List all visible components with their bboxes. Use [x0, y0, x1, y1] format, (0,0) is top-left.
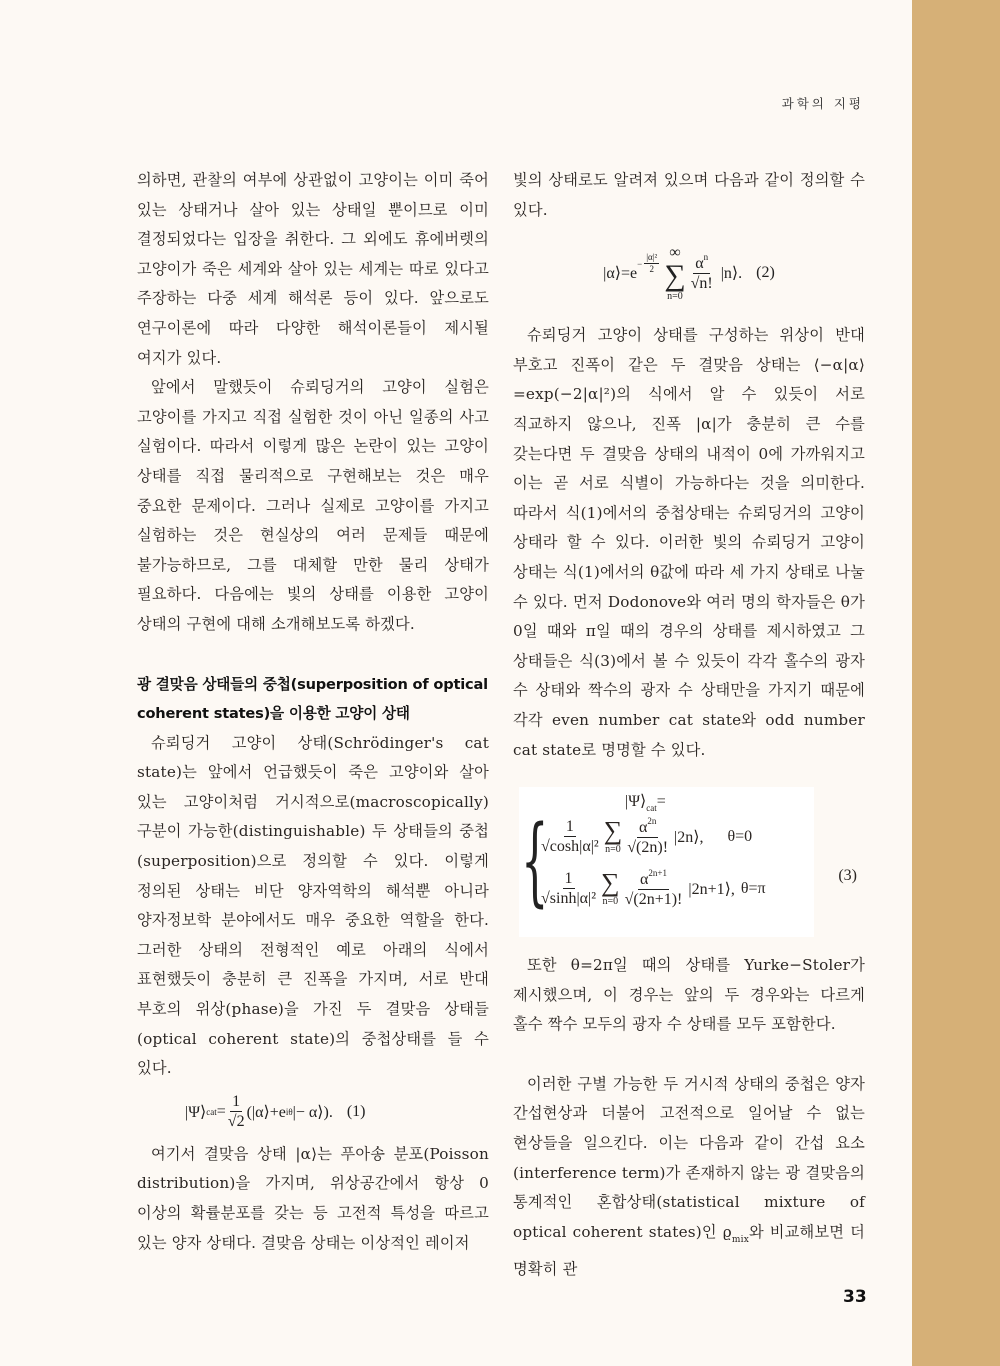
left-brace: { — [521, 805, 549, 918]
eq2-exp-frac — [644, 253, 659, 275]
eq2-sum-bottom: n=0 — [667, 291, 683, 303]
eq3-number: (3) — [838, 867, 857, 885]
paragraph: 의하면, 관찰의 여부에 상관없이 고양이는 이미 죽어 있는 상태거나 살아 있는 상태일 뿐이므로 이미 결정되었다는 입장을 취한다. 그 외에도 휴에버렛의 고양이가 죽은 세계와 살아 있는 세계는 따로 있다고 주장하는 다중 세계 해석론 등이 있다. 앞으로도 연구이론에 따라 다양한 해석이론들이 제시될 여지가 있다. — [137, 171, 489, 367]
eq3-r2-frac — [625, 869, 683, 909]
eq2-frac-den: √n! — [690, 274, 713, 292]
eq3-r2-coef — [541, 870, 596, 908]
eq2-fraction — [691, 253, 713, 293]
eq2-power: n — [703, 252, 709, 263]
eq1-equals: = — [216, 1102, 226, 1120]
eq3-r2-coef-den: √sinh|α|² — [541, 889, 597, 907]
eq2-number: (2) — [756, 264, 775, 282]
section-heading-line: 광 결맞음 상태들의 중첩(superposition of optical — [137, 675, 488, 693]
eq3-r1-frac-den: √(2n)! — [627, 838, 669, 856]
eq1-lhs: |Ψ⟩ — [185, 1103, 207, 1121]
eq3-r2-condition: θ=π — [740, 879, 766, 897]
eq2-lhs: |α⟩=e — [603, 265, 638, 283]
eq3-r1-sum-bottom: n=0 — [605, 844, 621, 856]
eq3-r1-coef — [541, 818, 599, 856]
section-heading-line: coherent states)을 이용한 고양이 상태 — [137, 705, 410, 723]
section-heading — [137, 670, 489, 729]
eq3-r1-coef-num: 1 — [565, 818, 574, 836]
paragraph-text-tail: 와 비교해보면 더 명확히 관 — [513, 1222, 866, 1279]
equation-2 — [513, 225, 865, 321]
eq1-frac-den: √2 — [227, 1112, 245, 1130]
eq1-lhs-sub: cat — [206, 1106, 217, 1117]
right-column — [513, 166, 865, 1285]
eq1-rhs-tail: |− α⟩). — [292, 1103, 333, 1121]
eq3-r2-sum — [601, 870, 620, 907]
running-title: 과학의 지평 — [781, 96, 864, 111]
eq2-exp-num: |α|² — [646, 252, 658, 263]
eq3-r2-sum-bottom: n=0 — [602, 896, 619, 908]
eq1-frac-num: 1 — [232, 1092, 241, 1110]
eq3-lhs-psi: |Ψ⟩ — [625, 793, 647, 811]
eq2-sum-top: ∞ — [669, 243, 681, 261]
eq3-lhs-sub: cat — [646, 803, 657, 814]
paragraph — [513, 1070, 865, 1285]
eq2-alpha: α — [695, 255, 704, 273]
eq3-equals: = — [656, 793, 666, 811]
eq3-r2-coef-num: 1 — [564, 870, 573, 888]
paragraph: 빛의 상태로도 알려져 있으며 다음과 같이 정의할 수 있다. — [513, 171, 865, 219]
page-number: 33 — [843, 1287, 867, 1307]
eq3-r1-frac — [627, 817, 668, 857]
eq3-r1-sum-symbol: ∑ — [603, 816, 623, 846]
paragraph: 여기서 결맞음 상태 |α⟩는 푸아송 분포(Poisson distribution)을 가지며, 위상공간에서 항상 0 이상의 확률분포를 갖는 등 고전적 특성을 따르고 있는 양자 상태다. 결맞음 상태는 이상적인 레이저 — [137, 1144, 489, 1252]
eq3-r2-frac-num — [638, 869, 669, 890]
eq3-row-even — [539, 817, 752, 857]
eq3-r1-coef-den: √cosh|α|² — [541, 837, 599, 855]
eq1-number: (1) — [346, 1102, 366, 1120]
eq2-exp-den: 2 — [649, 264, 654, 275]
eq3-r1-power: 2n — [647, 816, 657, 827]
eq1-exponent: iθ — [285, 1106, 293, 1117]
eq3-row-odd — [539, 869, 766, 909]
equation-1 — [137, 1084, 489, 1140]
eq3-r2-sum-symbol: ∑ — [601, 868, 620, 898]
eq3-r1-sum — [604, 818, 623, 855]
paragraph: 슈뢰딩거 고양이 상태(Schrödinger's cat state)는 앞에서 언급했듯이 죽은 고양이와 살아 있는 고양이처럼 거시적으로(macroscopically) 구분이 가능한(distinguishable) 두 상태들의 중첩(superposition)으로 정의할 수 있다. 이렇게 정의된 상태는 비단 양자역학의 해석뿐 아니라 양자정보학 분야에서도 매우 중요한 역할을 한다. 그러한 상태의 전형적인 예로 아래의 식에서 표현했듯이 충분히 큰 진폭을 가지며, 서로 반대 부호의 위상(phase)을 가진 두 결맞음 상태들(optical coherent state)의 중첩상태를 들 수 있다. — [137, 733, 489, 1078]
paragraph-text: 이러한 구별 가능한 두 거시적 상태의 중첩은 양자 간섭현상과 더불어 고전적으로 일어날 수 없는 현상들을 일으킨다. 이는 다음과 같이 간섭 요소(interference term)가 존재하지 않는 광 결맞음의 통계적인 혼합상태(statistical mixture of optical coherent states)인 ϱ — [513, 1074, 865, 1241]
eq3-r1-frac-num — [637, 817, 658, 838]
paragraph: 또한 θ=2π일 때의 상태를 Yurke−Stoler가 제시했으며, 이 경우는 앞의 두 경우와는 다르게 홀수 짝수 모두의 광자 수 상태를 모두 포함한다. — [513, 956, 865, 1034]
equation-3 — [513, 787, 865, 937]
left-column — [137, 166, 489, 1258]
eq3-r2-power: 2n+1 — [648, 868, 667, 879]
eq2-exponent — [637, 253, 661, 275]
eq2-sum — [664, 244, 685, 303]
decorative-sidebar — [912, 0, 1000, 1366]
eq2-exp-sign: − — [637, 259, 643, 270]
eq3-r2-ket: |2n+1⟩, — [688, 880, 735, 898]
eq3-r1-ket: |2n⟩, — [674, 828, 704, 846]
rho-mix-subscript: mix — [731, 1234, 749, 1245]
equation-3-background — [519, 787, 814, 937]
eq1-rhs: (|α⟩+e — [246, 1103, 286, 1121]
eq2-sum-symbol: ∑ — [664, 259, 686, 293]
eq2-ket: |n⟩. — [720, 265, 743, 283]
eq3-r1-alpha: α — [638, 819, 648, 837]
paragraph: 앞에서 말했듯이 슈뢰딩거의 고양이 실험은 고양이를 가지고 직접 실험한 것이 아닌 일종의 사고 실험이다. 따라서 이렇게 많은 논란이 있는 고양이 상태를 직접 물리적으로 구현해보는 것은 매우 중요한 문제이다. 그러나 실제로 고양이를 가지고 실험하는 것은 현실상의 여러 문제들 때문에 불가능하므로, 그를 대체할 만한 물리 상태가 필요하다. 다음에는 빛의 상태를 이용한 고양이 상태의 구현에 대해 소개해보도록 하겠다. — [137, 378, 489, 633]
eq3-r2-frac-den: √(2n+1)! — [624, 890, 683, 908]
eq3-lhs — [625, 791, 666, 813]
eq3-r1-condition: θ=0 — [727, 827, 753, 845]
eq3-r2-alpha: α — [640, 871, 649, 889]
eq2-frac-num — [693, 253, 710, 274]
eq1-fraction — [228, 1093, 245, 1131]
paragraph: 슈뢰딩거 고양이 상태를 구성하는 위상이 반대 부호고 진폭이 같은 두 결맞음 상태는 ⟨−α|α⟩=exp(−2|α|²)의 식에서 알 수 있듯이 서로 직교하지 않으나, 진폭 |α|가 충분히 큰 수를 갖는다면 두 결맞음 상태의 내적이 0에 가까워지고 이는 곧 서로 식별이 가능하다는 것을 의미한다. 따라서 식(1)에서의 중첩상태는 슈뢰딩거의 고양이 상태라 할 수 있다. 이러한 빛의 슈뢰딩거 고양이 상태는 식(1)에서의 θ값에 따라 세 가지 상태로 나눌 수 있다. 먼저 Dodonove와 여러 명의 학자들은 θ가 0일 때와 π일 때의 경우의 상태를 제시하였고 그 상태들은 식(3)에서 볼 수 있듯이 각각 홀수의 광자 수 상태와 짝수의 광자 수 상태만을 가지기 때문에 각각 even number cat state와 odd number cat state로 명명할 수 있다. — [513, 326, 865, 759]
